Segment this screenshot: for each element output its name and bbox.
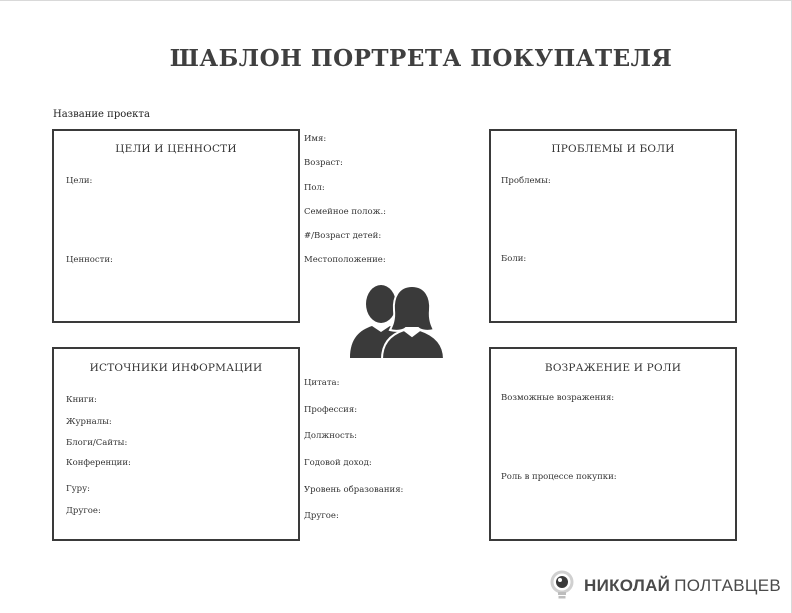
lightbulb-logo-icon [548, 570, 576, 602]
field-annual-income: Годовой доход: [304, 458, 372, 468]
problems-label: Проблемы: [501, 176, 551, 186]
logo-first-name: НИКОЛАЙ [584, 576, 671, 595]
field-profession: Профессия: [304, 405, 358, 415]
problems-pains-box [489, 129, 737, 323]
field-gender: Пол: [304, 183, 325, 193]
source-books-label: Книги: [66, 395, 97, 405]
information-sources-box [52, 347, 300, 541]
goals-values-box [52, 129, 300, 323]
objections-roles-title: ВОЗРАЖЕНИЕ И РОЛИ [544, 362, 682, 374]
goals-label: Цели: [66, 176, 93, 186]
field-education: Уровень образования: [304, 485, 404, 495]
two-people-silhouette-icon [346, 282, 448, 360]
pains-label: Боли: [501, 254, 527, 264]
field-name: Имя: [304, 134, 327, 144]
source-conferences-label: Конференции: [66, 458, 131, 468]
source-blogs-label: Блоги/Сайты: [66, 438, 128, 448]
field-position: Должность: [304, 431, 357, 441]
field-marital-status: Семейное полож.: [304, 207, 387, 217]
field-other: Другое: [304, 511, 339, 521]
information-sources-title: ИСТОЧНИКИ ИНФОРМАЦИИ [89, 362, 263, 374]
source-magazines-label: Журналы: [66, 417, 112, 427]
goals-values-title: ЦЕЛИ И ЦЕННОСТИ [115, 143, 237, 155]
purchase-role-label: Роль в процессе покупки: [501, 472, 617, 482]
logo-last-name: ПОЛТАВЦЕВ [674, 576, 782, 595]
source-gurus-label: Гуру: [66, 484, 90, 494]
field-location: Местоположение: [304, 255, 386, 265]
project-name-label: Название проекта [53, 109, 150, 120]
logo-text [584, 576, 781, 596]
objections-roles-box [489, 347, 737, 541]
objections-label: Возможные возражения: [501, 393, 615, 403]
page-title: ШАБЛОН ПОРТРЕТА ПОКУПАТЕЛЯ [169, 45, 673, 72]
field-age: Возраст: [304, 158, 343, 168]
field-children: #/Возраст детей: [304, 231, 382, 241]
source-other-label: Другое: [66, 506, 101, 516]
field-quote: Цитата: [304, 378, 340, 388]
problems-pains-title: ПРОБЛЕМЫ И БОЛИ [551, 143, 675, 155]
author-logo [548, 570, 782, 602]
values-label: Ценности: [66, 255, 113, 265]
